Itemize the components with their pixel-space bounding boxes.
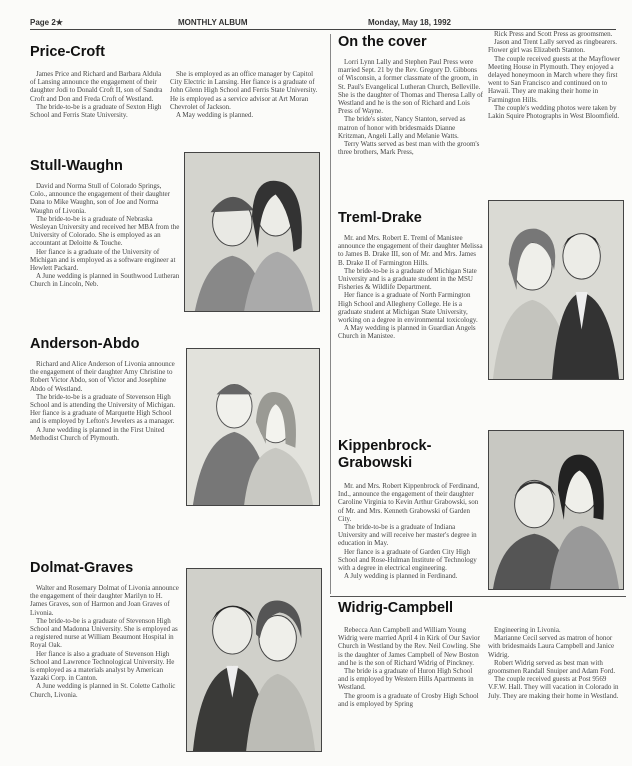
anderson-abdo-p3: A June wedding is planned in the First United Methodist Church of Plymouth. — [30, 425, 165, 442]
on-the-cover-p1: Lorri Lynn Lally and Stephen Paul Press were married Sept. 21 by the Rev. Gregory D. Gibbons of Wisconsin, a former classmate of the groom, in St. Paul's Evangelical Lutheran Church, Belleville. She is the daughter of Thomas and Theresa Lally of Westland and he is the son of Richard and Lois Press of Wayne. — [338, 58, 483, 116]
widrig-campbell-p6: Robert Widrig served as best man with groomsmen Randall Snuiper and Adam Ford. — [488, 658, 616, 676]
anderson-abdo-p1: Richard and Alice Anderson of Livonia announce the engagement of their daughter Amy Christine to Robert Victor Abdo, son of Victor and Josephine Abdo of Westland. — [30, 360, 175, 393]
dolmat-graves-headline: Dolmat-Graves — [30, 560, 134, 576]
dolmat-graves-p4: A June wedding is planned in St. Colette Catholic Church, Livonia. — [30, 682, 176, 699]
stull-waughn-p4: A June wedding is planned in Southwood Lutheran Church in Lincoln, Neb. — [30, 272, 180, 289]
kippenbrock-body — [338, 482, 484, 588]
on-the-cover-headline: On the cover — [338, 34, 427, 50]
kippenbrock-photo — [488, 430, 624, 590]
page-number: Page 2★ — [30, 18, 63, 27]
kippenbrock-p3: Her fiance is a graduate of Garden City High School and Rose-Hulman Institute of Technology with a degree in electrical engineering. — [338, 547, 477, 573]
anderson-abdo-body — [30, 360, 180, 492]
anderson-abdo-headline: Anderson-Abdo — [30, 336, 140, 352]
price-croft-p4: A May wedding is planned. — [176, 111, 254, 120]
widrig-campbell-p1: Rebecca Ann Campbell and William Young Widrig were married April 4 in Kirk of Our Savior Church in Westland by the Rev. Neil Cowling. She is the daughter of James Campbell of New Boston and he is the son of Richard Widrig of Pinckney. — [338, 626, 481, 667]
on-the-cover-p7: The couple's wedding photos were taken by Lakin Squire Photographs in West Bloomfield. — [488, 103, 620, 121]
kippenbrock-p2: The bride-to-be is a graduate of Indiana University and will receive her master's degree in education in May. — [338, 523, 477, 548]
dolmat-graves-p3: Her fiance is also a graduate of Stevenson High School and Lawrence Technological University. He is employed as a materials analyst by American Yazaki Corp. in Canton. — [30, 649, 175, 683]
on-the-cover-p6: The couple received guests at the Mayflower Meeting House in Plymouth. They enjoyed a delayed honeymoon in March where they first went to San Francisco and continued on to Hawaii. They are making their home in Farmington Hills. — [488, 54, 620, 104]
widrig-campbell-headline: Widrig-Campbell — [338, 600, 454, 616]
on-the-cover-p2: The bride's sister, Nancy Stanton, served as matron of honor with bridesmaids Dianne Kritzman, Angeli Lally and Melanie Watts. — [338, 115, 466, 140]
on-the-cover-p5: Jason and Trent Lally served as ringbearers. Flower girl was Elizabeth Stanton. — [488, 38, 618, 55]
widrig-campbell-p2: The bride is a graduate of Huron High School and is employed by Western Hills Apartments in Westland. — [338, 667, 474, 692]
widrig-campbell-p7: The couple received guests at Post 9569 V.F.W. Hall. They will vacation in Colorado in July. They are making their home in Westland. — [488, 675, 619, 700]
on-the-cover-col2 — [488, 30, 622, 192]
price-croft-p2: The bride-to-be is a graduate of Sexton High School and Ferris State University. — [30, 102, 162, 120]
widrig-campbell-col2 — [488, 626, 622, 758]
issue-date: Monday, May 18, 1992 — [368, 18, 451, 27]
treml-drake-p4: A May wedding is planned in Guardian Angels Church in Manistee. — [338, 324, 476, 341]
treml-drake-p3: Her fiance is a graduate of North Farmington High School and Allegheny College. He is a graduate student at Michigan State University, working on a degree in environmental toxicology. — [338, 291, 478, 325]
price-croft-col1 — [30, 70, 166, 130]
widrig-campbell-p5: Marianne Cecil served as matron of honor with bridesmaids Laura Campbell and Janice Widrig. — [488, 634, 615, 659]
treml-drake-body — [338, 234, 484, 404]
dolmat-graves-photo — [186, 568, 322, 752]
publication-name: MONTHLY ALBUM — [178, 18, 248, 27]
stull-waughn-p1: David and Norma Stull of Colorado Springs, Colo., announce the engagement of their daughter Dana to Mike Waughn, son of Joe and Norma Waughn of Livonia. — [30, 182, 170, 215]
stull-waughn-body — [30, 182, 180, 334]
price-croft-headline: Price-Croft — [30, 44, 105, 60]
dolmat-graves-body — [30, 584, 180, 752]
kippenbrock-p1: Mr. and Mrs. Robert Kippenbrock of Ferdinand, Ind., announce the engagement of their daughter Caroline Virginia to Kevin Arthur Grabowski, son of Mr. and Mrs. Kenneth Grabowski of Garden City. — [338, 482, 480, 523]
on-the-cover-p3: Terry Watts served as best man with the groom's three brothers, Mark Press, — [338, 140, 480, 157]
on-the-cover-p4: Rick Press and Scott Press as groomsmen. — [494, 30, 613, 38]
masthead — [30, 18, 616, 30]
treml-drake-p2: The bride-to-be is a graduate of Michigan State University and is a graduate student in the MSU Fisheries & Wildlife Department. — [338, 266, 477, 292]
on-the-cover-col1 — [338, 58, 484, 192]
stull-waughn-photo — [184, 152, 320, 312]
stull-waughn-headline: Stull-Waughn — [30, 158, 123, 174]
kippenbrock-headline-1: Kippenbrock- — [338, 438, 432, 454]
treml-drake-photo — [488, 200, 624, 380]
widrig-campbell-col1 — [338, 626, 484, 758]
price-croft-p3: She is employed as an office manager by Capitol City Electric in Lansing. Her fiance is a graduate of John Glenn High School and Ferris State University. He is employed as a service advisor at Art Moran Chevrolet of Jackson. — [170, 70, 318, 111]
stull-waughn-p3: Her fiance is a graduate of the University of Michigan and is employed as a software engineer at Hewlett Packard. — [30, 247, 176, 273]
dolmat-graves-p2: The bride-to-be is a graduate of Stevenson High School and Madonna University. She is employed as a registered nurse at William Beaumont Hospital in Royal Oak. — [30, 616, 178, 650]
widrig-campbell-p4: Engineering in Livonia. — [494, 626, 561, 634]
price-croft-p1: James Price and Richard and Barbara Aldula of Lansing announce the engagement of their daughter Jodi to Donald Croft II, son of Sandra Croft and Don and Freda Croft of Westland. — [30, 70, 163, 103]
widrig-campbell-p3: The groom is a graduate of Crosby High School and is employed by Spring — [338, 691, 479, 708]
dolmat-graves-p1: Walter and Rosemary Dolmat of Livonia announce the engagement of their daughter Marilyn to H. James Graves, son of Harmon and Joan Graves of Livonia. — [30, 584, 179, 617]
treml-drake-p1: Mr. and Mrs. Robert E. Treml of Manistee announce the engagement of their daughter Melissa to James B. Drake III, son of Mr. and Mrs. James B. Drake II of Farmington Hills. — [338, 234, 483, 267]
kippenbrock-p4: A July wedding is planned in Ferdinand. — [344, 572, 458, 581]
kippenbrock-headline-2: Grabowski — [338, 455, 413, 471]
column-divider — [330, 34, 331, 594]
anderson-abdo-p2: The bride-to-be is a graduate of Stevenson High School and is attending the University of Michigan. Her fiance is a graduate of Marquette High School and is employed by Lefton's Jewelers as a manager. — [30, 392, 176, 426]
treml-drake-headline: Treml-Drake — [338, 210, 422, 226]
price-croft-col2 — [170, 70, 318, 130]
anderson-abdo-photo — [186, 348, 320, 506]
stull-waughn-p2: The bride-to-be is a graduate of Nebraska Wesleyan University and received her MBA from the University of Colorado. She is employed as an accountant at Deloitte & Touche. — [30, 214, 180, 248]
section-rule — [330, 596, 626, 597]
